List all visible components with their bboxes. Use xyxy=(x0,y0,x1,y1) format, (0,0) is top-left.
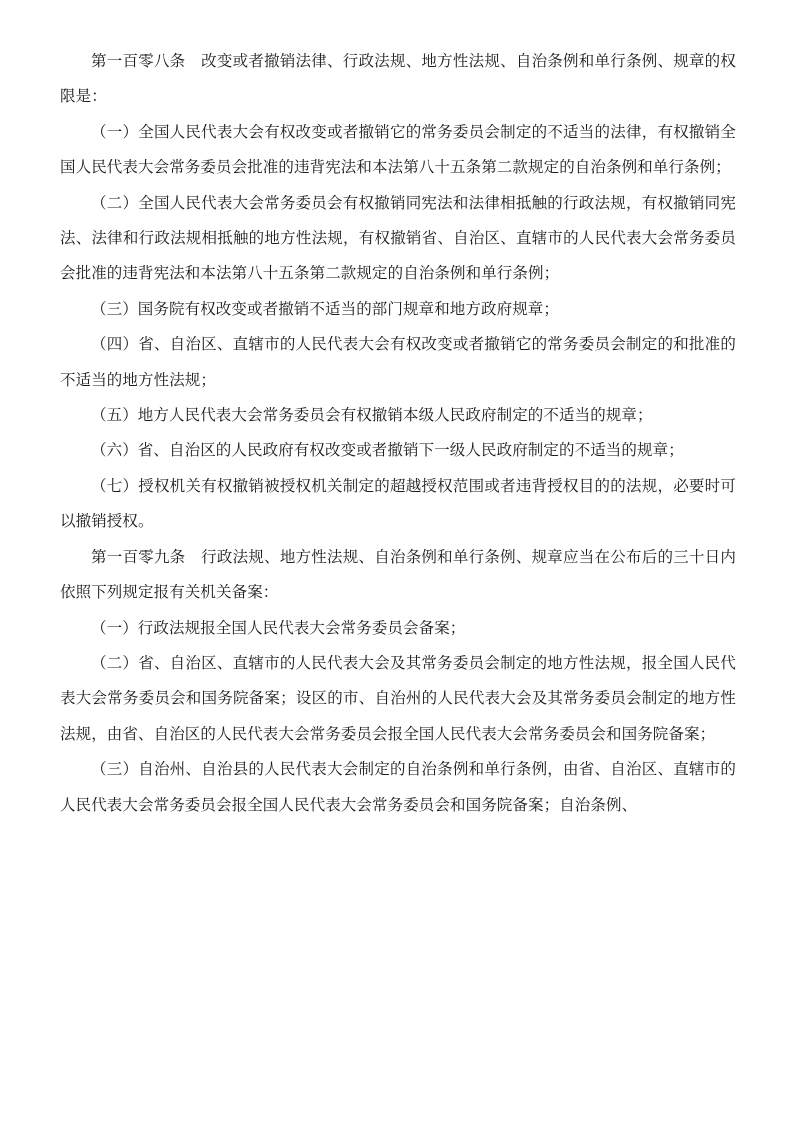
article-109-item-1: （一）行政法规报全国人民代表大会常务委员会备案； xyxy=(91,618,466,637)
article-108-heading: 第一百零八条 改变或者撤销法律、行政法规、地方性法规、自治条例和单行条例、规章的权限是： xyxy=(60,52,736,106)
article-108-item-6: （六）省、自治区的人民政府有权改变或者撤销下一级人民政府制定的不适当的规章； xyxy=(91,441,684,460)
article-108-item-7: （七）授权机关有权撤销被授权机关制定的超越授权范围或者违背授权目的的法规，必要时可以撤销授权。 xyxy=(60,476,736,531)
article-108-item-4: （四）省、自治区、直辖市的人民代表大会有权改变或者撤销它的常务委员会制定的和批准的不适当的地方性法规； xyxy=(60,335,736,389)
document-page xyxy=(60,44,736,823)
article-109-item-2: （二）省、自治区、直辖市的人民代表大会及其常务委员会制定的地方性法规，报全国人民代表大会常务委员会和国务院备案；设区的市、自治州的人民代表大会及其常务委员会制定的地方性法规，由省、自治区的人民代表大会常务委员会报全国人民代表大会常务委员会和国务院备案； xyxy=(60,653,736,743)
article-108-item-2: （二）全国人民代表大会常务委员会有权撤销同宪法和法律相抵触的行政法规，有权撤销同宪法、法律和行政法规相抵触的地方性法规，有权撤销省、自治区、直辖市的人民代表大会常务委员会批准的违背宪法和本法第八十五条第二款规定的自治条例和单行条例； xyxy=(60,193,736,283)
article-109-item-3: （三）自治州、自治县的人民代表大会制定的自治条例和单行条例，由省、自治区、直辖市的人民代表大会常务委员会报全国人民代表大会常务委员会和国务院备案；自治条例、 xyxy=(60,760,736,814)
article-108-item-5: （五）地方人民代表大会常务委员会有权撤销本级人民政府制定的不适当的规章； xyxy=(91,406,653,425)
article-108-item-1: （一）全国人民代表大会有权改变或者撤销它的常务委员会制定的不适当的法律，有权撤销全国人民代表大会常务委员会批准的违背宪法和本法第八十五条第二款规定的自治条例和单行条例； xyxy=(60,122,736,177)
article-108-item-3: （三）国务院有权改变或者撤销不适当的部门规章和地方政府规章； xyxy=(91,299,560,318)
article-109-heading: 第一百零九条 行政法规、地方性法规、自治条例和单行条例、规章应当在公布后的三十日内依照下列规定报有关机关备案： xyxy=(60,547,736,602)
